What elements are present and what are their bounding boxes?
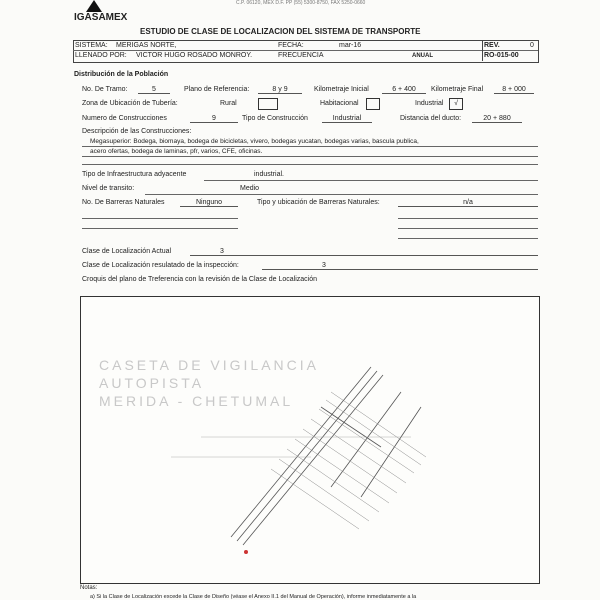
distancia-label: Distancia del ducto:: [400, 115, 462, 122]
industrial-checkbox[interactable]: √: [449, 98, 463, 110]
sketch-faint-label-2: AUTOPISTA: [99, 375, 205, 391]
tipo-construccion-label: Tipo de Construcción: [242, 115, 308, 122]
ubicacion-barreras-value: n/a: [398, 199, 538, 207]
rev-value: 0: [530, 42, 534, 49]
rural-checkbox[interactable]: [258, 98, 278, 110]
barreras-value: Ninguno: [180, 199, 238, 207]
distancia-value: 20 + 880: [472, 115, 522, 123]
rev-label: REV.: [484, 42, 500, 49]
plano-value: 8 y 9: [258, 86, 302, 94]
num-construcciones-label: Numero de Construcciones: [82, 115, 167, 122]
frecuencia-label: FRECUENCIA: [278, 52, 324, 59]
clase-resultado-value: 3: [262, 262, 538, 270]
sistema-label: SISTEMA:: [75, 42, 108, 49]
sketch-faint-label-3: MERIDA - CHETUMAL: [99, 393, 294, 409]
company-name: IGASAMEX: [74, 12, 128, 23]
llenado-value: VICTOR HUGO ROSADO MONROY.: [136, 52, 253, 59]
descripcion-line-1: Megasuperior: Bodega, biomaya, bodega de bicicletas, vivero, bodegas yucatan, bodegas varias, bascula publica,: [90, 138, 419, 145]
header-address: C.P. 06120, MEX D.F. PP (55) 5300-8750, FAX 5250-0660: [236, 0, 366, 6]
zona-label: Zona de Ubicación de Tubería:: [82, 100, 178, 107]
tipo-construccion-value: Industrial: [322, 115, 372, 123]
tramo-value: 5: [138, 86, 170, 94]
notes-label: Notas:: [80, 585, 98, 591]
clase-resultado-label: Clase de Localización resulatado de la inspección:: [82, 262, 239, 269]
barreras-label: No. De Barreras Naturales: [82, 199, 165, 206]
pipeline-route-drawing: [81, 297, 539, 583]
km-inicial-value: 6 + 400: [382, 86, 426, 94]
section-title: Distribución de la Población: [74, 71, 169, 78]
km-final-label: Kilometraje Final: [431, 86, 484, 93]
company-logo-icon: [86, 0, 102, 12]
transito-value: Medio: [240, 185, 260, 192]
descripcion-line-2: acero ofertas, bodega de laminas, pfr, varios, CFE, oficinas.: [90, 148, 263, 155]
ubicacion-barreras-label: Tipo y ubicación de Barreras Naturales:: [257, 199, 380, 206]
croquis-sketch: [80, 296, 540, 584]
document-title: ESTUDIO DE CLASE DE LOCALIZACION DEL SISTEMA DE TRANSPORTE: [140, 27, 421, 36]
industrial-label: Industrial: [415, 100, 444, 107]
rural-label: Rural: [220, 100, 237, 107]
descripcion-label: Descripción de las Construcciones:: [82, 128, 192, 135]
sistema-value: MERIGAS NORTE,: [116, 42, 177, 49]
km-final-value: 8 + 000: [494, 86, 534, 94]
llenado-label: LLENADO POR:: [75, 52, 127, 59]
habitacional-checkbox[interactable]: [366, 98, 380, 110]
clase-actual-label: Clase de Localización Actual: [82, 248, 172, 255]
fecha-value: mar-16: [339, 42, 362, 49]
notes-line-1: a) Si la Clase de Localización excede la Clase de Diseño (véase el Anexo II.1 del Manual de Operación), informe inmediatamente a la: [90, 594, 417, 600]
km-inicial-label: Kilometraje Inicial: [314, 86, 369, 93]
infraestructura-value: industrial.: [254, 171, 284, 178]
document-code: RO-015-00: [484, 52, 519, 59]
plano-label: Plano de Referencia:: [184, 86, 250, 93]
frecuencia-value: ANUAL: [412, 53, 433, 59]
habitacional-label: Habitacional: [320, 100, 359, 107]
sketch-faint-label-1: CASETA DE VIGILANCIA: [99, 357, 320, 373]
tramo-label: No. De Tramo:: [82, 86, 128, 93]
num-construcciones-value: 9: [190, 115, 238, 123]
fecha-label: FECHA:: [278, 42, 304, 49]
clase-actual-value: 3: [190, 248, 538, 256]
infraestructura-label: Tipo de Infraestructura adyacente: [82, 171, 187, 178]
transito-label: Nivel de transito:: [82, 185, 135, 192]
croquis-label: Croquis del plano de Treferencia con la revisión de la Clase de Localización: [82, 276, 318, 283]
